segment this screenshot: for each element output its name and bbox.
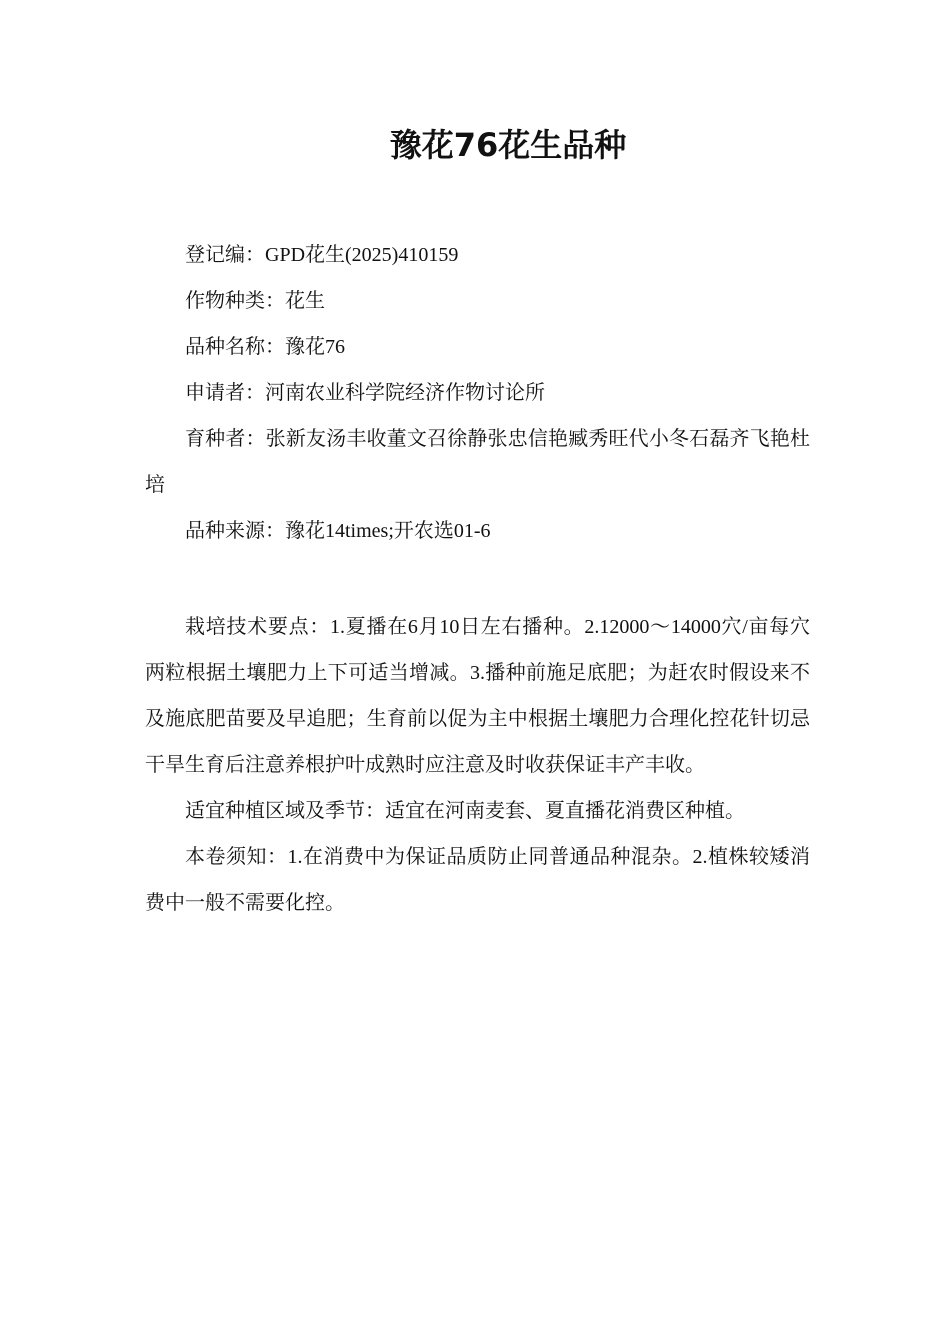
registration-number: 登记编：GPD花生(2025)410159 xyxy=(185,244,459,266)
crop-type: 作物种类：花生 xyxy=(185,290,325,312)
cultivation-points: 栽培技术要点：1.夏播在6月10日左右播种。2.12000～14000穴/亩每穴两粒根据土壤肥力上下可适当增减。3.播种前施足底肥；为赶农时假设来不及施底肥苗要及早追肥；生育前以促为主中根据土壤肥力合理化控花针切忌干旱生育后注意养根护叶成熟时应注意及时收获保证丰产丰收。 xyxy=(145,616,810,776)
applicant: 申请者：河南农业科学院经济作物讨论所 xyxy=(185,382,545,404)
variety-source: 品种来源：豫花14times;开农选01-6 xyxy=(185,520,491,542)
suitable-region: 适宜种植区域及季节：适宜在河南麦套、夏直播花消费区种植。 xyxy=(185,800,745,822)
document-title: 豫花76花生品种 xyxy=(389,126,627,164)
variety-name: 品种名称：豫花76 xyxy=(185,336,345,358)
notes: 本卷须知：1.在消费中为保证品质防止同普通品种混杂。2.植株较矮消费中一般不需要化控。 xyxy=(145,846,810,914)
details-block xyxy=(145,604,810,926)
info-block xyxy=(145,232,810,554)
breeders: 育种者：张新友汤丰收董文召徐静张忠信艳臧秀旺代小冬石磊齐飞艳杜培 xyxy=(145,428,810,496)
